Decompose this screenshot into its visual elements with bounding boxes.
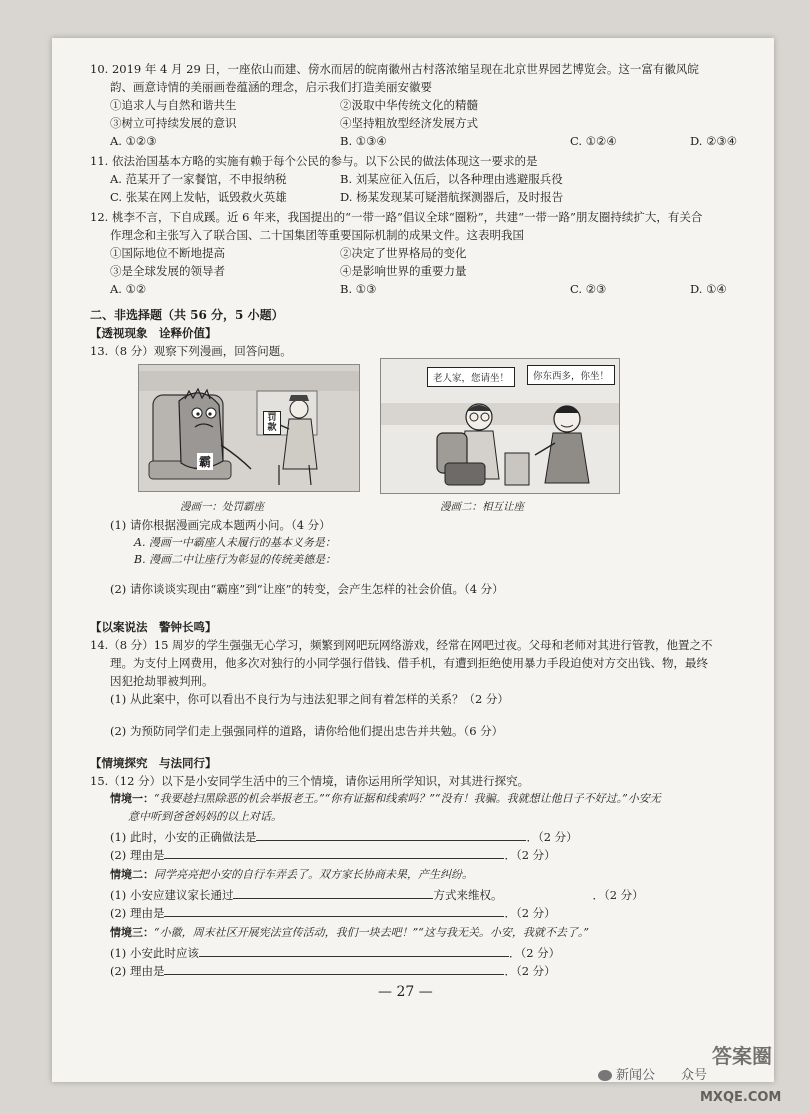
exam-page — [52, 38, 774, 1082]
q11-choice-a: A. 范某开了一家餐馆，不申报纳税 — [110, 172, 287, 186]
q11-stem: 11. 依法治国基本方略的实施有赖于每个公民的参与。以下公民的做法体现这一要求的是 — [90, 154, 538, 168]
comic-2-mutual-seat-offering — [380, 358, 620, 494]
scenario-3-label: 情境三： — [110, 926, 154, 939]
q10-choice-b: B. ①③④ — [340, 134, 387, 148]
q13-banner: 【透视现象 诠释价值】 — [90, 326, 217, 340]
scenario-2-q2-points: ．（2 分） — [504, 906, 556, 920]
scenario-1-q1-answer-blank[interactable] — [256, 828, 526, 841]
scenario-3-q1-answer-blank[interactable] — [199, 944, 509, 957]
q13-sub1: (1) 请你根据漫画完成本题两小问。（4 分） — [110, 518, 331, 532]
q12-stem-line2: 作理念和主张写入了联合国、二十国集团等重要国际机制的成果文件。这表明我国 — [110, 228, 524, 242]
scenario-1-label: 情境一： — [110, 792, 154, 805]
scenario-2-description: 同学亮亮把小安的自行车弄丢了。双方家长协商未果，产生纠纷。 — [154, 868, 473, 881]
scenario-2-q1-spacer — [502, 887, 592, 899]
scenario-1-text-line2: 意中听到爸爸妈妈的以上对话。 — [128, 810, 282, 823]
q12-choice-d: D. ①④ — [690, 282, 727, 296]
q12-statement-1: ①国际地位不断地提高 — [110, 246, 225, 260]
q10-statement-2: ②汲取中华传统文化的精髓 — [340, 98, 478, 112]
q10-statement-1: ①追求人与自然和谐共生 — [110, 98, 237, 112]
scenario-3-dialogue: “小徽，周末社区开展宪法宣传活动，我们一块去吧！”“这与我无关。小安，我就不去了。” — [154, 926, 589, 939]
q11-choice-d: D. 杨某发现某可疑潜航探测器后，及时报告 — [340, 190, 564, 204]
q14-stem-line1: 14.（8 分）15 周岁的学生强强无心学习，频繁到网吧玩网络游戏，经常在网吧过夜。父母和老师对其进行管教，他置之不 — [90, 638, 713, 652]
page-number: — 27 — — [378, 984, 433, 1000]
scenario-1-q2-points: ．（2 分） — [504, 848, 556, 862]
q10-statement-4: ④坚持粗放型经济发展方式 — [340, 116, 478, 130]
q10-stem-line2: 韵、画意诗情的美丽画卷蕴涵的理念，启示我们打造美丽安徽要 — [110, 80, 432, 94]
q15-banner: 【情境探究 与法同行】 — [90, 756, 217, 770]
scenario-3-question-1 — [90, 944, 560, 962]
comic-1-caption: 漫画一：处罚霸座 — [180, 501, 264, 513]
scenario-1-q1-points: ．（2 分） — [526, 830, 578, 844]
q14-stem-line3: 因犯抢劫罪被判刑。 — [110, 674, 214, 688]
q11-choice-c: C. 张某在网上发帖，诋毁救火英雄 — [110, 190, 287, 204]
q11-choices-row1 — [90, 170, 570, 188]
q12-statement-3: ③是全球发展的领导者 — [110, 264, 225, 278]
q10-choice-c: C. ①②④ — [570, 134, 617, 148]
q12-statement-4: ④是影响世界的重要力量 — [340, 264, 467, 278]
q12-statements-row1 — [90, 244, 570, 262]
scenario-2-q2-answer-blank[interactable] — [164, 904, 504, 917]
comic-2-caption: 漫画二：相互让座 — [440, 501, 524, 513]
q13-stem: 13.（8 分）观察下列漫画，回答问题。 — [90, 344, 292, 358]
scenario-1-question-2 — [90, 846, 556, 864]
q14-sub2: (2) 为预防同学们走上强强同样的道路，请你给他们提出忠告并共勉。（6 分） — [110, 724, 504, 738]
scenario-1-q1-label: (1) 此时，小安的正确做法是 — [110, 830, 257, 844]
scenario-2-text — [90, 866, 473, 884]
scenario-3-q1-label: (1) 小安此时应该 — [110, 946, 199, 960]
q10-statement-3: ③树立可持续发展的意识 — [110, 116, 237, 130]
q12-statements-row2 — [90, 262, 570, 280]
q12-choice-a: A. ①② — [110, 282, 147, 296]
scenario-2-q1-answer-blank[interactable] — [233, 886, 433, 899]
scenario-2-question-1 — [90, 886, 644, 904]
scenario-1-dialogue: “我要趁扫黑除恶的机会举报老王。”“你有证据和线索吗？”“没有！我骗。我就想让他日子不好过。”小安无 — [154, 792, 661, 805]
section-2-title: 二、非选择题（共 56 分，5 小题） — [90, 308, 284, 322]
q10-choices — [90, 132, 810, 150]
scenario-3-q2-label: (2) 理由是 — [110, 964, 165, 978]
q14-banner: 【以案说法 警钟长鸣】 — [90, 620, 217, 634]
comic-1-illustration — [139, 365, 359, 491]
scenario-3-question-2 — [90, 962, 556, 980]
wechat-icon — [598, 1070, 612, 1081]
scenario-2-q1-tail: 方式来维权。 — [433, 888, 503, 902]
answer-circle-logo: 答案圈 — [712, 1044, 772, 1068]
scenario-2-q1-label: (1) 小安应建议家长通过 — [110, 888, 234, 902]
scenario-3-q2-points: ．（2 分） — [504, 964, 556, 978]
q13-sub1-a: A. 漫画一中霸座人未履行的基本义务是： — [134, 536, 336, 549]
scenario-3-text — [90, 924, 589, 942]
q14-sub1: (1) 从此案中，你可以看出不良行为与违法犯罪之间有着怎样的关系？（2 分） — [110, 692, 509, 706]
q12-choice-b: B. ①③ — [340, 282, 377, 296]
scenario-2-q1-points: ．（2 分） — [592, 888, 644, 902]
scenario-3-q1-points: ．（2 分） — [508, 946, 561, 960]
watermark-text: 新闻公 众号 — [616, 1068, 708, 1083]
scenario-2-q2-label: (2) 理由是 — [110, 906, 165, 920]
q10-statements-row1 — [90, 96, 570, 114]
q13-sub1-b: B. 漫画二中让座行为彰显的传统美德是： — [134, 553, 337, 566]
comic-1-penalize-seat-hog — [138, 364, 360, 492]
q10-choice-a: A. ①②③ — [110, 134, 157, 148]
q10-stem-line1: 10. 2019 年 4 月 29 日，一座依山而建、傍水而居的皖南徽州古村落浓缩呈现在北京世界园艺博览会。这一富有徽风皖 — [90, 62, 699, 76]
comic-1-fine-sign: 罚款 — [263, 411, 281, 435]
q14-stem-line2: 理。为支付上网费用，他多次对独行的小同学强行借钱、借手机，有遭到拒绝使用暴力手段迫使对方交出钱、物，最终 — [110, 656, 708, 670]
comic-1-seat-label: 霸 — [199, 455, 212, 469]
q10-choice-d: D. ②③④ — [690, 134, 738, 148]
q12-choices — [90, 280, 810, 298]
q11-choice-b: B. 刘某应征入伍后，以各种理由逃避服兵役 — [340, 172, 563, 186]
q12-choice-c: C. ②③ — [570, 282, 607, 296]
scenario-1-q2-label: (2) 理由是 — [110, 848, 165, 862]
site-domain: MXQE.COM — [700, 1090, 782, 1105]
q15-stem: 15.（12 分）以下是小安同学生活中的三个情境，请你运用所学知识，对其进行探究。 — [90, 774, 530, 788]
scenario-1-text — [90, 790, 661, 808]
q13-sub2: (2) 请你谈谈实现由“霸座”到“让座”的转变，会产生怎样的社会价值。（4 分） — [110, 582, 504, 596]
wechat-watermark — [598, 1064, 707, 1083]
q12-stem-line1: 12. 桃李不言，下自成蹊。近 6 年来，我国提出的“一带一路”倡议全球“圈粉”，共建“一带一路”朋友圈持续扩大，有关合 — [90, 210, 703, 224]
scenario-2-label: 情境二： — [110, 868, 154, 881]
scenario-3-q2-answer-blank[interactable] — [164, 962, 504, 975]
scenario-1-q2-answer-blank[interactable] — [164, 846, 504, 859]
q10-statements-row2 — [90, 114, 570, 132]
q12-statement-2: ②决定了世界格局的变化 — [340, 246, 467, 260]
scenario-2-question-2 — [90, 904, 556, 922]
scenario-1-question-1 — [90, 828, 578, 846]
comic-2-speech-bubble-2: 你东西多，你坐！ — [527, 365, 615, 385]
comic-2-speech-bubble-1: 老人家，您请坐！ — [427, 367, 515, 387]
q11-choices-row2 — [90, 188, 570, 206]
